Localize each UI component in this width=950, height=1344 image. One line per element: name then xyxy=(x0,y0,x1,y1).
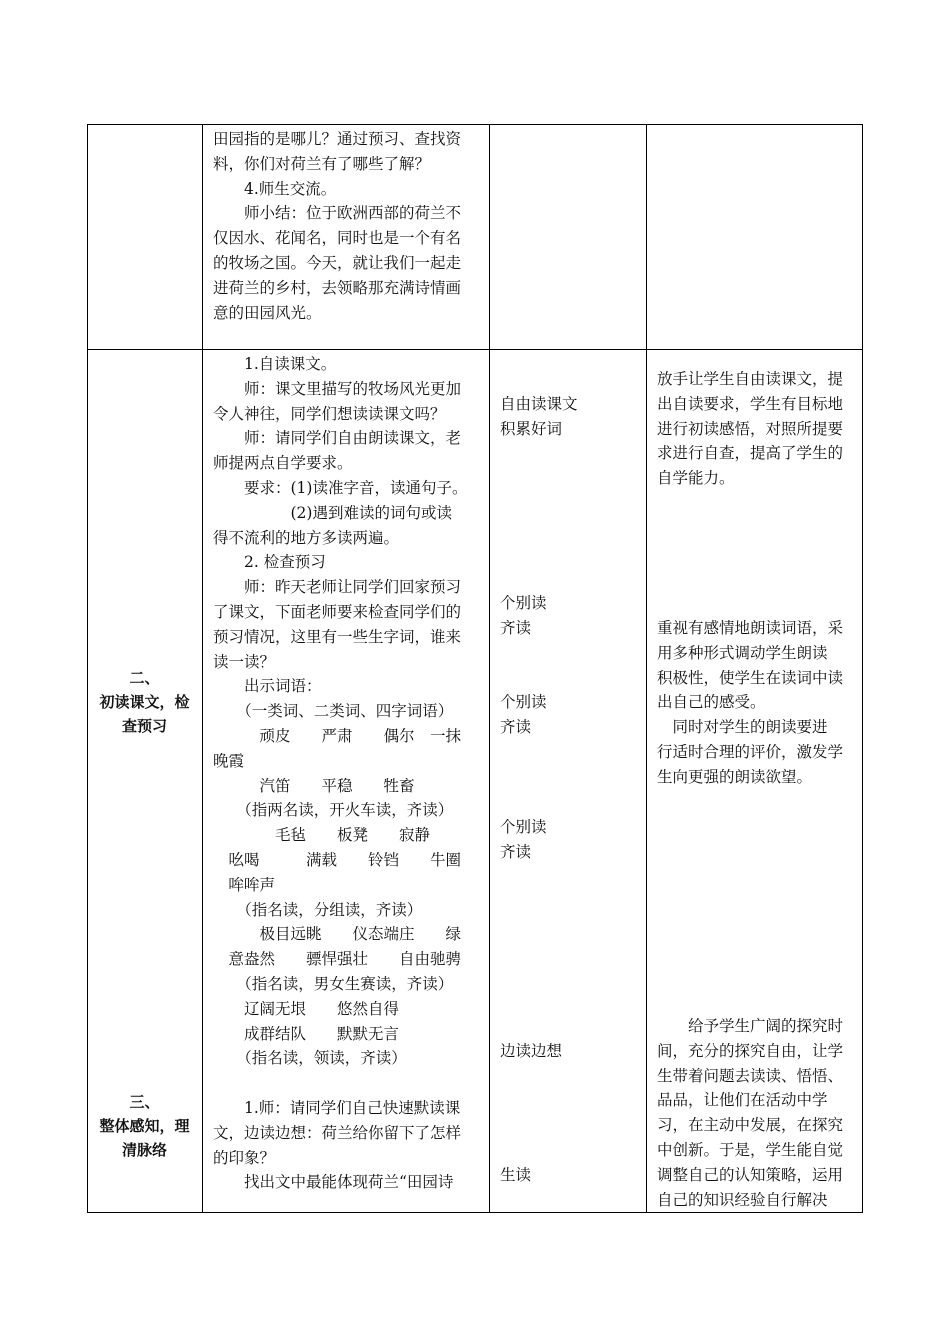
text-line: 晚霞 xyxy=(213,751,245,770)
activity-group: 个别读 齐读 xyxy=(500,818,547,861)
text-line: 令人神往，同学们想读读课文吗？ xyxy=(213,404,446,423)
row1-content xyxy=(213,127,461,325)
text-line: 师：请同学们自由朗读课文，老 xyxy=(213,429,462,448)
section-label-3: 三、 整体感知，理 清脉络 xyxy=(99,1093,190,1159)
text-line: （指名读，分组读，齐读） xyxy=(213,900,423,919)
text-line: 师提两点自学要求。 xyxy=(213,454,353,473)
text-line: 仅因水、花闻名，同时也是一个有名 xyxy=(213,229,462,248)
col-border-1 xyxy=(202,124,203,1213)
text-line: 文，边读边想：荷兰给你留下了怎样 xyxy=(213,1123,462,1142)
text-line: 1.师：请同学们自己快速默读课 xyxy=(213,1098,461,1117)
text-line: 了课文，下面老师要来检查同学们的 xyxy=(213,602,462,621)
text-line: 出示词语： xyxy=(213,677,322,696)
table-top-border xyxy=(87,124,863,125)
text-line: 汽笛 平稳 牲畜 xyxy=(213,776,415,795)
text-line: 哞哞声 xyxy=(213,875,276,894)
text-line: 毛毡 板凳 寂静 xyxy=(213,826,431,845)
intent-group: 给予学生广阔的探究时 间，充分的探究自由，让学 生带着问题去读读、悟悟、 品品，让他们在活动中学 习，在主动中发展，在探究 中创新。于是，学生能自觉 调整自己的认知策略，运用 自己的知识经验自行解决 xyxy=(657,1017,844,1209)
text-line: 料，你们对荷兰有了哪些了解？ xyxy=(213,154,431,173)
text-line: 意盎然 骠悍强壮 自由驰骋 xyxy=(213,950,462,969)
text-line: 找出文中最能体现荷兰“田园诗 xyxy=(213,1173,454,1192)
col-border-right xyxy=(862,124,863,1213)
text-line: 极目远眺 仪态端庄 绿 xyxy=(213,925,462,944)
text-line: 的牧场之国。今天，就让我们一起走 xyxy=(213,253,462,272)
text-line: 辽阔无垠 悠然自得 xyxy=(213,999,400,1018)
text-line: 意的田园风光。 xyxy=(213,303,322,322)
text-line: 顽皮 严肃 偶尔 一抹 xyxy=(213,726,462,745)
text-line: 田园指的是哪儿？通过预习、查找资 xyxy=(213,130,462,148)
text-line xyxy=(213,1071,467,1096)
text-line: 成群结队 默默无言 xyxy=(213,1024,400,1043)
text-line: 4.师生交流。 xyxy=(213,179,337,198)
text-line: 得不流利的地方多读两遍。 xyxy=(213,528,400,547)
row-divider xyxy=(87,349,863,350)
text-line: 吆喝 满载 铃铛 牛圈 xyxy=(213,850,462,869)
activity-group: 个别读 齐读 xyxy=(500,594,547,637)
text-line: 1.自读课文。 xyxy=(213,355,337,373)
activity-group: 个别读 齐读 xyxy=(500,693,547,736)
text-line: 师小结：位于欧洲西部的荷兰不 xyxy=(213,204,462,223)
text-line: 读一读？ xyxy=(213,652,276,671)
activity-group: 自由读课文 积累好词 xyxy=(500,395,578,438)
activity-group: 生读 xyxy=(500,1166,532,1184)
text-line: (2)遇到难读的词句或读 xyxy=(213,503,452,522)
text-line: 要求：(1)读准字音，读通句子。 xyxy=(213,478,468,497)
text-line: 2. 检查预习 xyxy=(213,553,326,572)
text-line: （一类词、二类词、四字词语） xyxy=(213,702,454,721)
text-line: （指两名读，开火车读，齐读） xyxy=(213,801,454,820)
text-line: （指名读，男女生赛读，齐读） xyxy=(213,974,454,993)
col-border-3 xyxy=(646,124,647,1213)
row2-content xyxy=(213,352,467,1195)
intent-group: 重视有感情地朗读词语，采 用多种形式调动学生朗读 积极性，使学生在读词中读 出自己的感受。 同时对学生的朗读要进 行适时合理的评价，激发学 生向更强的朗读欲望。 xyxy=(657,619,844,786)
text-line: 预习情况，这里有一些生字词，谁来 xyxy=(213,627,462,646)
col-border-2 xyxy=(489,124,490,1213)
text-line: （指名读，领读，齐读） xyxy=(213,1049,407,1068)
text-line: 的印象？ xyxy=(213,1148,276,1167)
text-line: 师：课文里描写的牧场风光更加 xyxy=(213,379,462,398)
section-label-2: 二、 初读课文，检 查预习 xyxy=(99,669,190,735)
text-line: 师：昨天老师让同学们回家预习 xyxy=(213,578,462,597)
text-line: 进荷兰的乡村，去领略那充满诗情画 xyxy=(213,278,462,297)
activity-group: 边读边想 xyxy=(500,1042,563,1060)
intent-group: 放手让学生自由读课文，提 出自读要求，学生有目标地 进行初读感悟，对照所提要 求进行自查，提高了学生的 自学能力。 xyxy=(657,370,844,488)
